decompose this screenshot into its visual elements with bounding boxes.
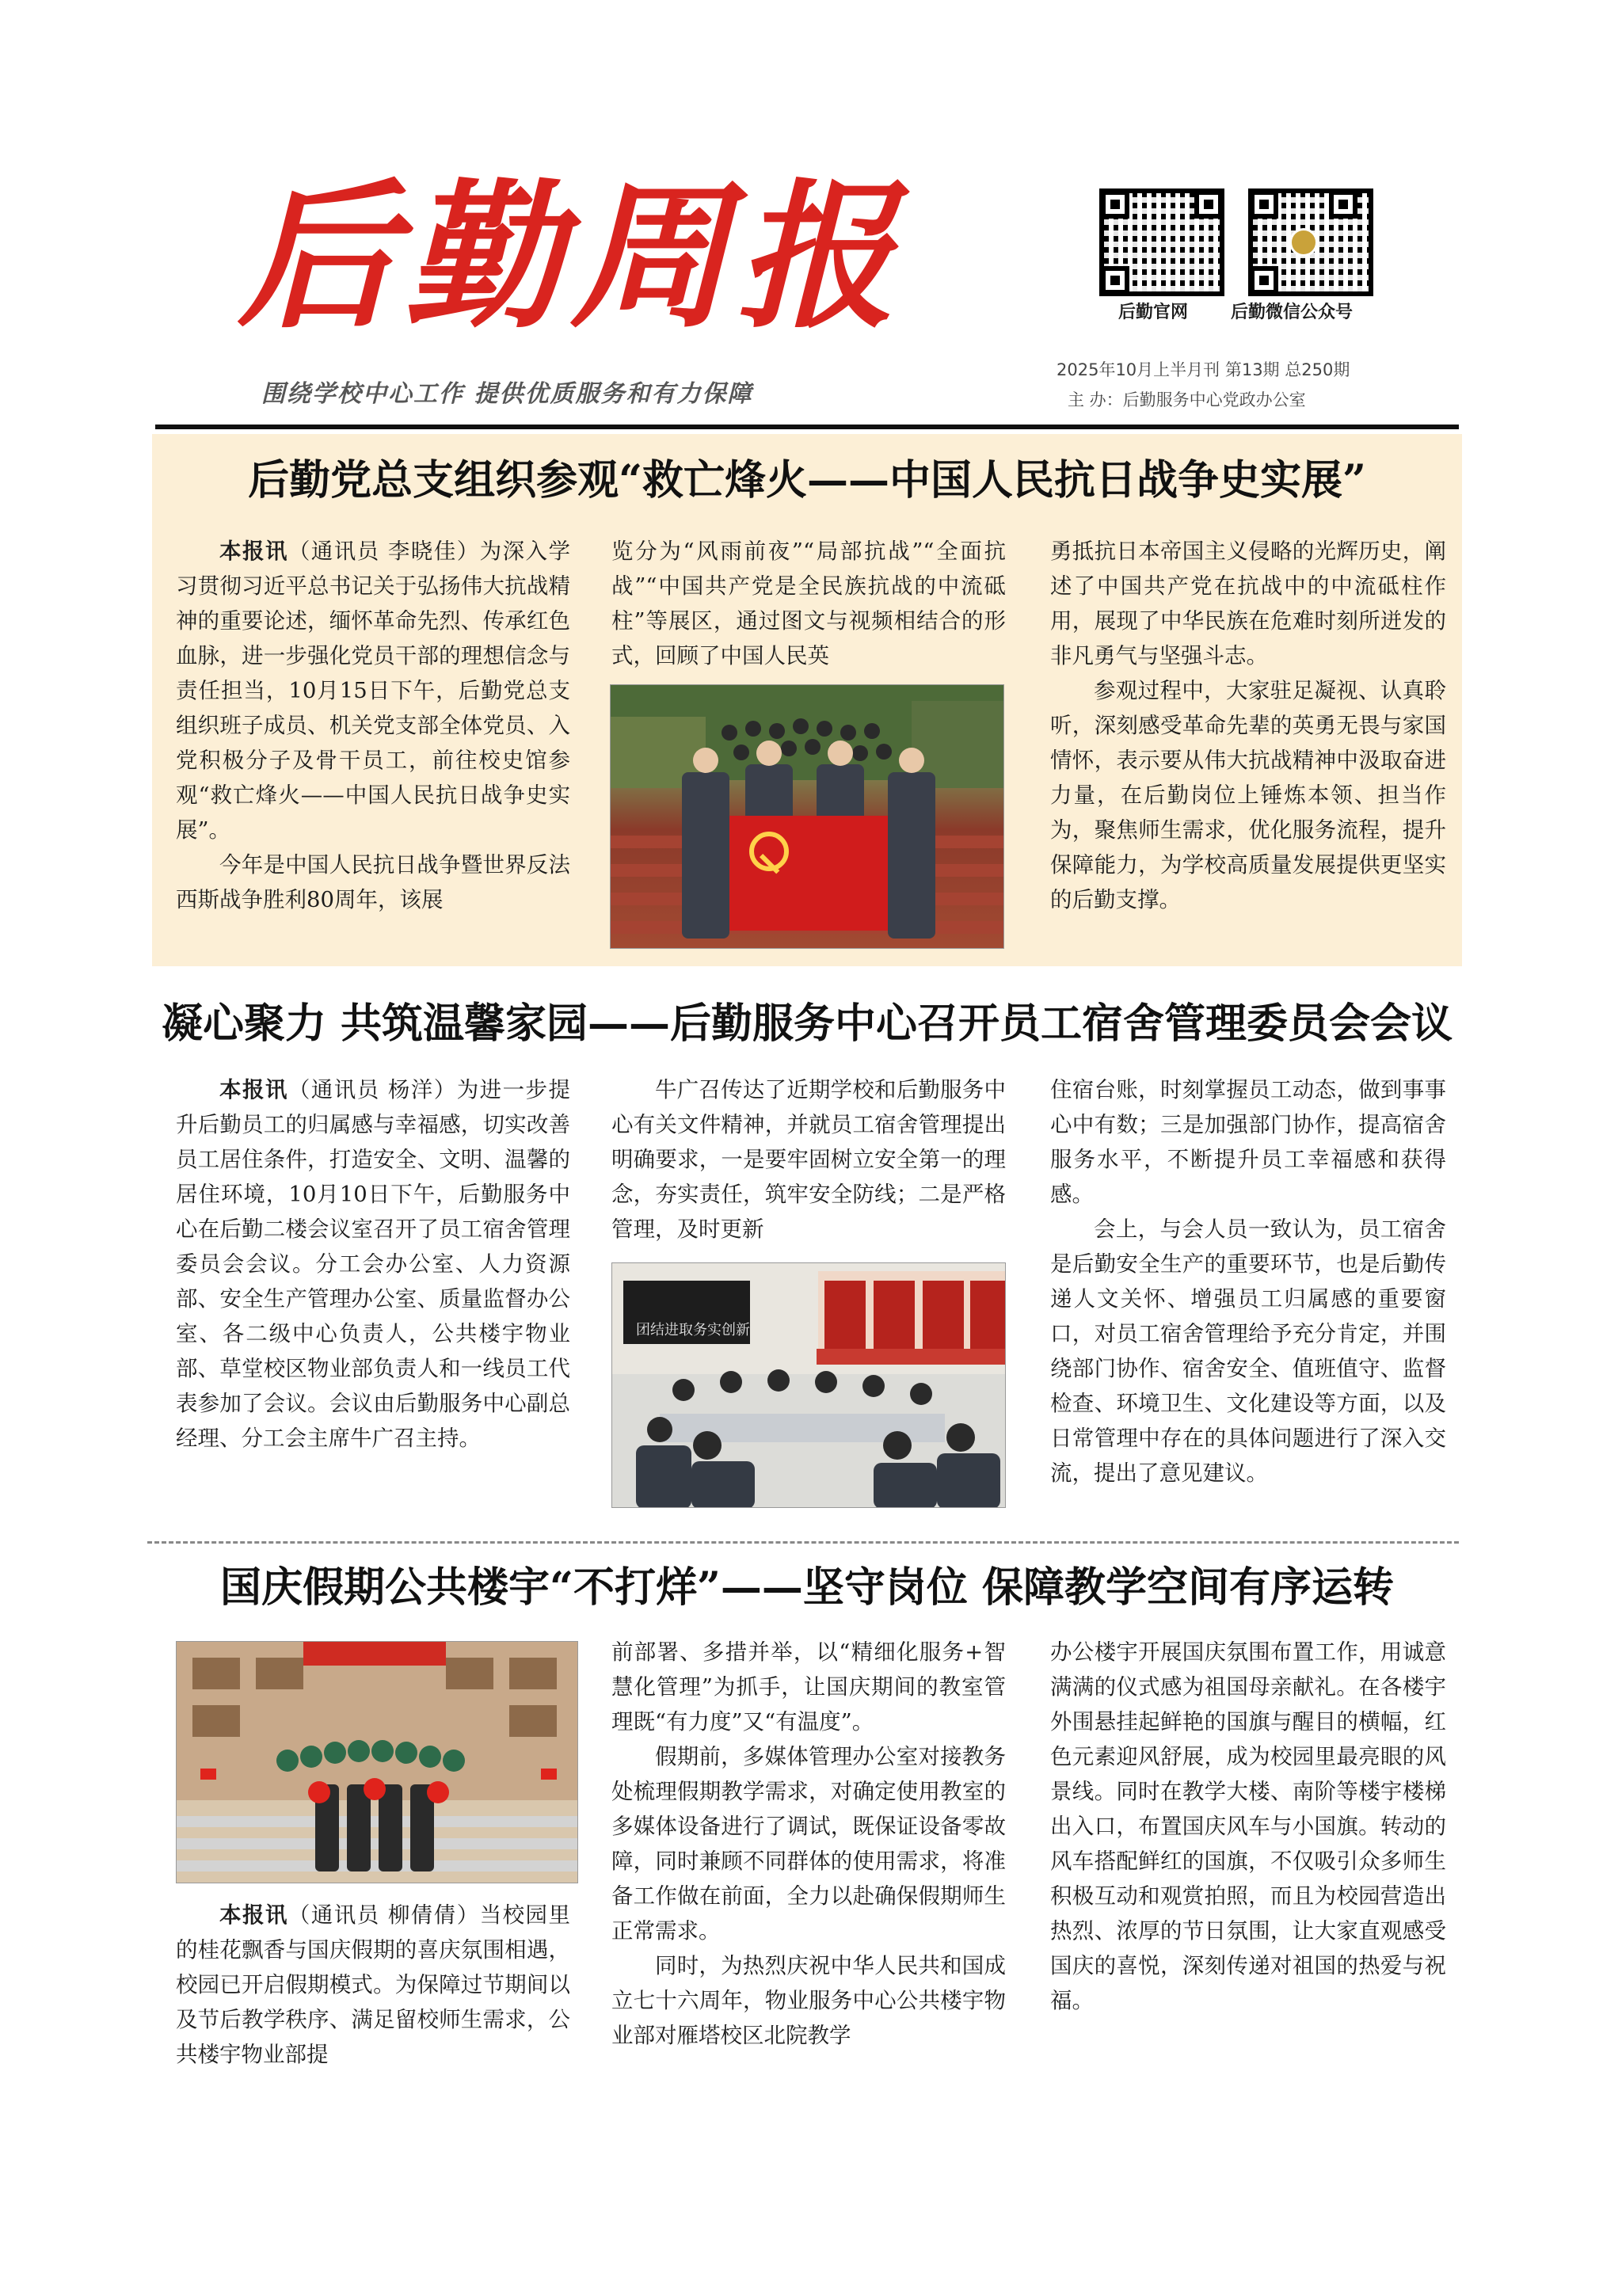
article-2-photo[interactable] (611, 1262, 1006, 1508)
article-3-col-2: 前部署、多措并举，以“精细化服务+智慧化管理”为抓手，让国庆期间的教室管理既“有力度”又“有温度”。 假期前，多媒体管理办公室对接教务处梳理假期教学需求，对确定使用教室的多媒体设备进行了调试，既保证设备零故障，同时兼顾不同群体的使用需求，将准备工作做在前面，全力以赴确保假期师生正常需求。 同时，为热烈庆祝中华人民共和国成立七十六周年，物业服务中心公共楼宇物业部对雁塔校区北院教学 (611, 1639, 1006, 2048)
qr-label-wechat: 后勤微信公众号 (1231, 303, 1354, 322)
masthead-title: 后勤周报 (238, 164, 904, 350)
section-divider (147, 1541, 1459, 1544)
article-1-col-3: 勇抵抗日本帝国主义侵略的光辉历史，阐述了中国共产党在抗战中的中流砥柱作用，展现了中华民族在危难时刻所迸发的非凡勇气与坚强斗志。 参观过程中，大家驻足凝视、认真聆听，深刻感受革命先辈的英勇无畏与家国情怀，表示要从伟大抗战精神中汲取奋进力量，在后勤岗位上锤炼本领、担当作为，聚焦师生需求，优化服务流程，提升保障能力，为学校高质量发展提供更坚实的后勤支撑。 (1050, 539, 1446, 912)
article-byline: （通讯员 杨洋） (287, 1077, 457, 1102)
article-lead: 本报讯 (219, 1902, 288, 1928)
article-2-col-2: 牛广召传达了近期学校和后勤服务中心有关文件精神，并就员工宿舍管理提出明确要求，一是要牢固树立安全第一的理念，夯实责任，筑牢安全防线；二是严格管理，及时更新 (611, 1077, 1006, 1242)
article-1-headline: 后勤党总支组织参观“救亡烽火——中国人民抗日战争史实展” (248, 456, 1366, 505)
article-lead: 本报讯 (219, 1077, 288, 1102)
qr-code-wechat[interactable] (1248, 188, 1359, 296)
masthead-rule (155, 425, 1459, 429)
article-byline: （通讯员 李晓佳） (287, 539, 480, 564)
article-2-col-3: 住宿台账，时刻掌握员工动态，做到事事心中有数；三是加强部门协作，提高宿舍服务水平，不断提升员工幸福感和获得感。 会上，与会人员一致认为，员工宿舍是后勤安全生产的重要环节，也是后勤传递人文关怀、增强员工归属感的重要窗口，对员工宿舍管理给予充分肯定，并围绕部门协作、宿舍安全、值班值守、监督检查、环境卫生、文化建设等方面，以及日常管理中存在的具体问题进行了深入交流，提出了意见建议。 (1050, 1077, 1446, 1486)
article-1-col-2: 览分为“风雨前夜”“局部抗战”“全面抗战”“中国共产党是全民族抗战的中流砥柱”等展区，通过图文与视频相结合的形式，回顾了中国人民英 (611, 539, 1006, 668)
masthead-slogan: 围绕学校中心工作 提供优质服务和有力保障 (261, 380, 753, 408)
article-1-col-1: 本报讯（通讯员 李晓佳）为深入学习贯彻习近平总书记关于弘扬伟大抗战精神的重要论述，缅怀革命先烈、传承红色血脉，进一步强化党员干部的理想信念与责任担当，10月15日下午，后勤党总支组织班子成员、机关党支部全体党员、入党积极分子及骨干员工，前往校史馆参观“救亡烽火——中国人民抗日战争史实展”。 今年是中国人民抗日战争暨世界反法西斯战争胜利80周年，该展 (176, 534, 570, 954)
article-3-col-3: 办公楼宇开展国庆氛围布置工作，用诚意满满的仪式感为祖国母亲献礼。在各楼宇外围悬挂起鲜艳的国旗与醒目的横幅，红色元素迎风舒展，成为校园里最亮眼的风景线。同时在教学大楼、南阶等楼宇楼梯出入口，布置国庆风车与小国旗。转动的风车搭配鲜红的国旗，不仅吸引众多师生积极互动和观赏拍照，而且为校园营造出热烈、浓厚的节日氛围，让大家直观感受国庆的喜悦，深刻传递对祖国的热爱与祝福。 (1050, 1639, 1446, 2013)
qr-code-website[interactable] (1099, 188, 1224, 296)
article-paragraph: 今年是中国人民抗日战争暨世界反法西斯战争胜利80周年，该展 (176, 852, 570, 912)
article-1-photo[interactable] (610, 684, 1004, 949)
photo-banner-text: 团结进取务实创新 (636, 1322, 750, 1338)
article-2-col-1: 本报讯（通讯员 杨洋）为进一步提升后勤员工的归属感与幸福感，切实改善员工居住条件，打造安全、文明、温馨的居住环境，10月10日下午，后勤服务中心在后勤二楼会议室召开了员工宿舍管理委员会会议。分工会办公室、人力资源部、安全生产管理办公室、质量监督办公室、各二级中心负责人，公共楼宇物业部、草堂校区物业部负责人和一线员工代表参加了会议。会议由后勤服务中心副总经理、分工会主席牛广召主持。 (176, 1077, 570, 1451)
article-lead: 本报讯 (219, 539, 288, 564)
article-3-col-1: 本报讯（通讯员 柳倩倩）当校园里的桂花飘香与国庆假期的喜庆氛围相遇，校园已开启假期模式。为保障过节期间以及节后教学秩序、满足留校师生需求，公共楼宇物业部提 (176, 1902, 570, 2067)
article-2-headline: 凝心聚力 共筑温馨家园——后勤服务中心召开员工宿舍管理委员会会议 (161, 1000, 1453, 1048)
article-3-headline: 国庆假期公共楼宇“不打烊”——坚守岗位 保障教学空间有序运转 (220, 1563, 1394, 1612)
issue-info: 2025年10月上半月刊 第13期 总250期 (1057, 360, 1350, 379)
sponsor-info: 主 办：后勤服务中心党政办公室 (1068, 390, 1306, 409)
article-byline: （通讯员 柳倩倩） (287, 1902, 480, 1928)
article-3-photo[interactable] (176, 1641, 578, 1883)
qr-label-website: 后勤官网 (1118, 303, 1189, 322)
